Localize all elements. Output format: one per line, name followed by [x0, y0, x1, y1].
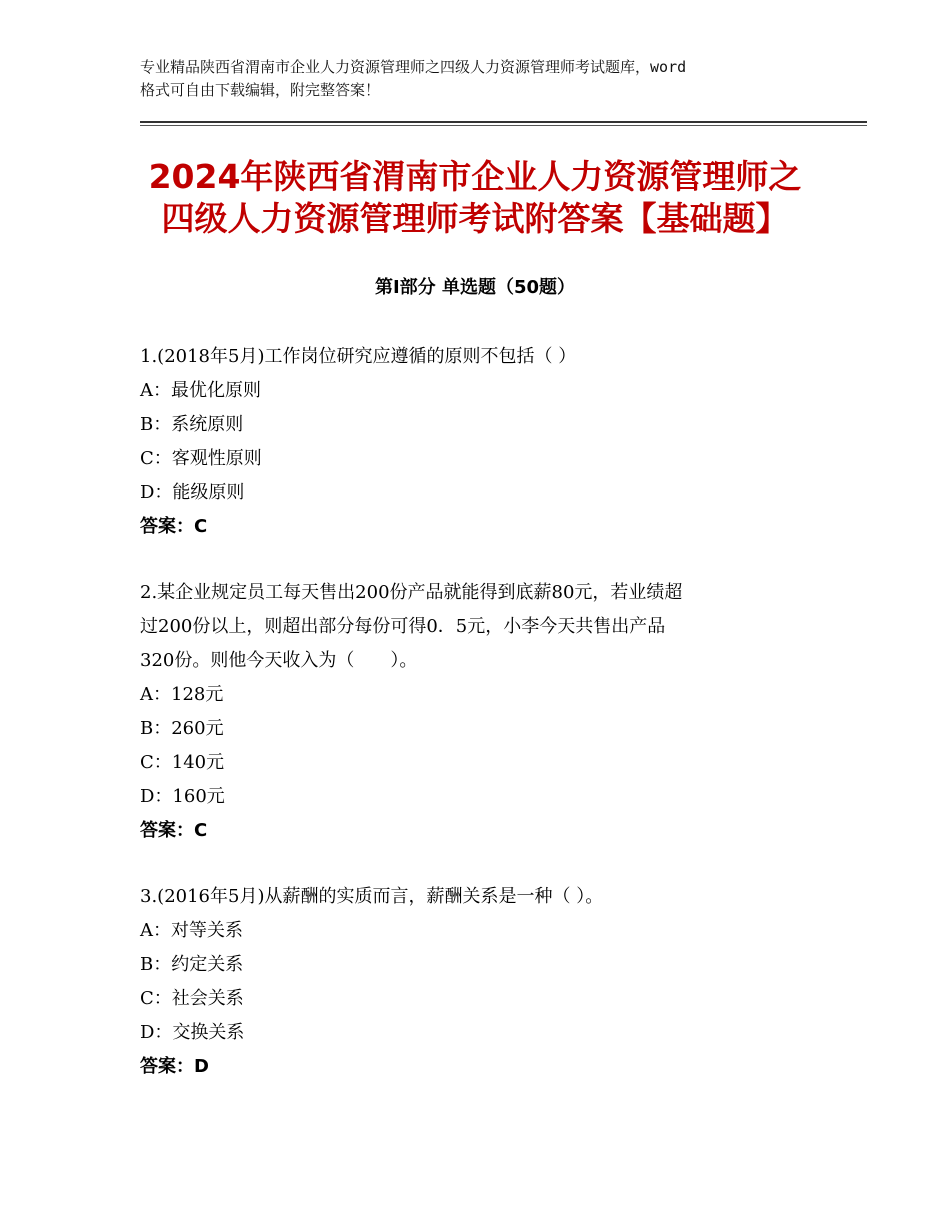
- option-a: A：最优化原则: [140, 380, 261, 401]
- question-stem: 1.(2018年5月)工作岗位研究应遵循的原则不包括（ ）: [140, 346, 577, 367]
- option-c: C：社会关系: [140, 988, 244, 1009]
- question-stem: 3.(2016年5月)从薪酬的实质而言，薪酬关系是一种（ ）。: [140, 886, 604, 907]
- question-3: [140, 880, 820, 1084]
- question-2: [140, 576, 820, 848]
- option-d: D：交换关系: [140, 1022, 245, 1043]
- question-list: [140, 340, 820, 1116]
- question-1: [140, 340, 820, 544]
- option-a: A：对等关系: [140, 920, 243, 941]
- question-stem: 过200份以上，则超出部分每份可得0．5元，小李今天共售出产品: [140, 616, 666, 637]
- question-stem: 320份。则他今天收入为（ ）。: [140, 650, 418, 671]
- option-c: C：客观性原则: [140, 448, 262, 469]
- option-d: D：160元: [140, 786, 225, 807]
- answer-label: 答案：C: [140, 820, 208, 841]
- option-b: B：约定关系: [140, 954, 244, 975]
- answer-label: 答案：D: [140, 1056, 209, 1077]
- header-note-line: 专业精品陕西省渭南市企业人力资源管理师之四级人力资源管理师考试题库，word: [140, 58, 687, 76]
- question-stem: 2.某企业规定员工每天售出200份产品就能得到底薪80元，若业绩超: [140, 582, 683, 603]
- option-b: B：系统原则: [140, 414, 244, 435]
- header-divider-thick: [140, 121, 867, 123]
- option-b: B：260元: [140, 718, 224, 739]
- document-title-line: 四级人力资源管理师考试附答案【基础题】: [161, 199, 789, 238]
- answer-label: 答案：C: [140, 516, 208, 537]
- document-header-note: [140, 56, 840, 102]
- header-note-line: 格式可自由下载编辑，附完整答案！: [140, 81, 381, 99]
- header-divider-thin: [140, 125, 867, 126]
- section-title: 第Ⅰ部分 单选题（50题）: [374, 277, 575, 298]
- document-title-line: 2024年陕西省渭南市企业人力资源管理师之: [148, 157, 802, 196]
- document-title: [90, 156, 860, 240]
- option-c: C：140元: [140, 752, 225, 773]
- option-d: D：能级原则: [140, 482, 245, 503]
- option-a: A：128元: [140, 684, 224, 705]
